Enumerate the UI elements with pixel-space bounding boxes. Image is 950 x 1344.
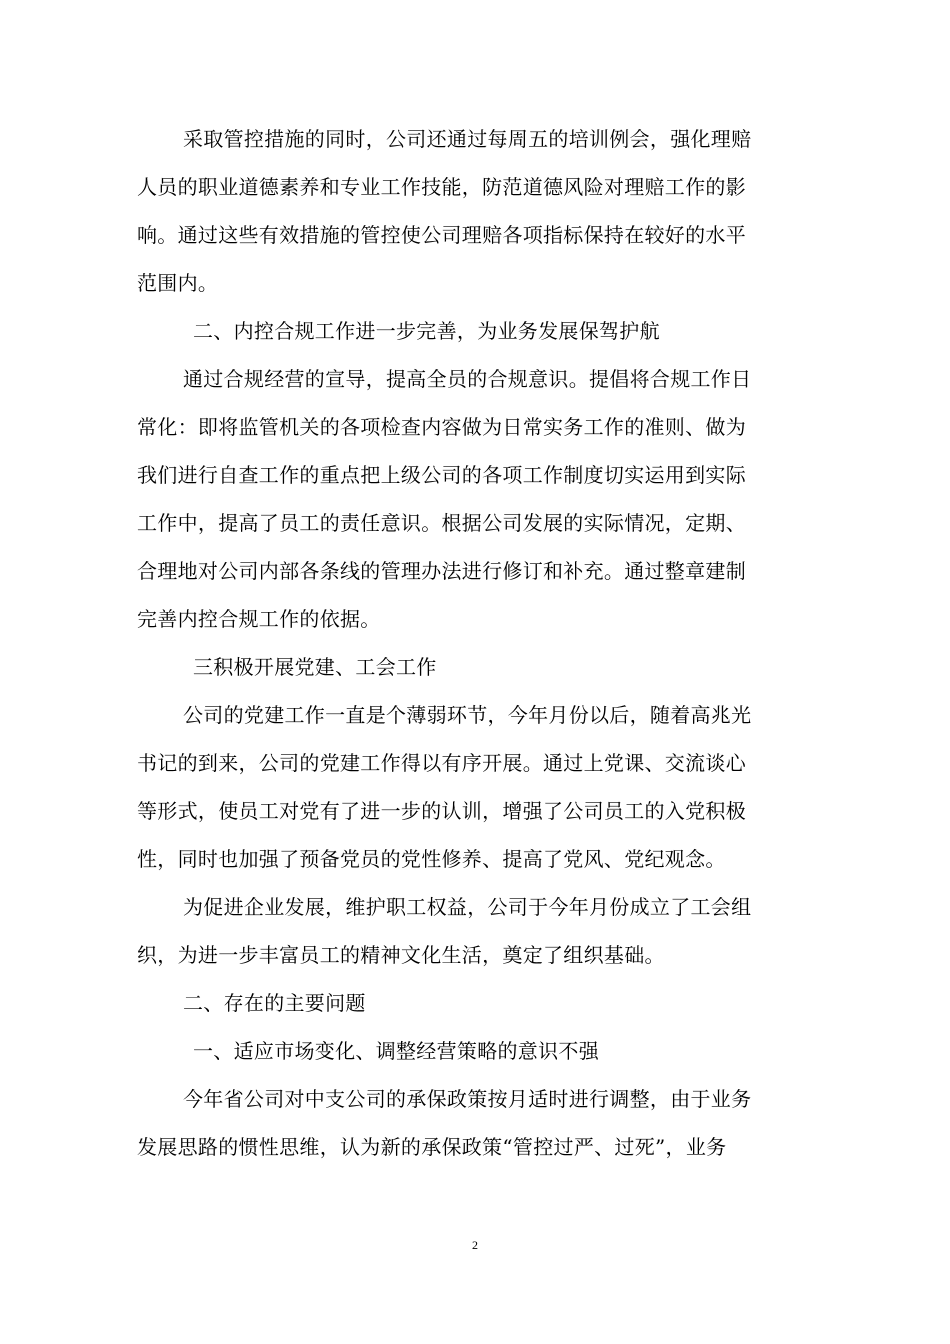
section-heading: 三积极开展党建、工会工作 <box>193 655 437 679</box>
paragraph-line: 工作中，提高了员工的责任意识。根据公司发展的实际情况，定期、 <box>137 511 746 535</box>
paragraph-line: 响。通过这些有效措施的管控使公司理赔各项指标保持在较好的水平 <box>137 223 746 247</box>
paragraph-line: 今年省公司对中支公司的承保政策按月适时进行调整，由于业务 <box>183 1087 752 1111</box>
section-heading: 一、适应市场变化、调整经营策略的意识不强 <box>193 1039 599 1063</box>
paragraph-line: 范围内。 <box>137 271 219 295</box>
paragraph-line: 完善内控合规工作的依据。 <box>137 607 381 631</box>
paragraph-line: 我们进行自查工作的重点把上级公司的各项工作制度切实运用到实际 <box>137 463 746 487</box>
section-heading: 二、内控合规工作进一步完善，为业务发展保驾护航 <box>193 319 660 343</box>
paragraph-line: 常化：即将监管机关的各项检查内容做为日常实务工作的准则、做为 <box>137 415 746 439</box>
paragraph-line: 性，同时也加强了预备党员的党性修养、提高了党风、党纪观念。 <box>137 847 726 871</box>
paragraph-line: 通过合规经营的宣导，提高全员的合规意识。提倡将合规工作日 <box>183 367 752 391</box>
page-number: 2 <box>472 1238 478 1252</box>
paragraph-line: 等形式，使员工对党有了进一步的认训，增强了公司员工的入党积极 <box>137 799 746 823</box>
paragraph-line: 人员的职业道德素养和专业工作技能，防范道德风险对理赔工作的影 <box>137 175 746 199</box>
body-text <box>137 115 817 1171</box>
paragraph-line: 采取管控措施的同时，公司还通过每周五的培训例会，强化理赔 <box>183 127 752 151</box>
paragraph-line: 为促进企业发展，维护职工权益，公司于今年月份成立了工会组 <box>183 895 752 919</box>
paragraph-line: 合理地对公司内部各条线的管理办法进行修订和补充。通过整章建制 <box>137 559 746 583</box>
section-heading: 二、存在的主要问题 <box>183 991 366 1015</box>
paragraph-line: 发展思路的惯性思维，认为新的承保政策“管控过严、过死”，业务 <box>137 1135 727 1159</box>
paragraph-line: 织，为进一步丰富员工的精神文化生活，奠定了组织基础。 <box>137 943 665 967</box>
paragraph-line: 书记的到来，公司的党建工作得以有序开展。通过上党课、交流谈心 <box>137 751 746 775</box>
paragraph-line: 公司的党建工作一直是个薄弱环节，今年月份以后，随着高兆光 <box>183 703 752 727</box>
